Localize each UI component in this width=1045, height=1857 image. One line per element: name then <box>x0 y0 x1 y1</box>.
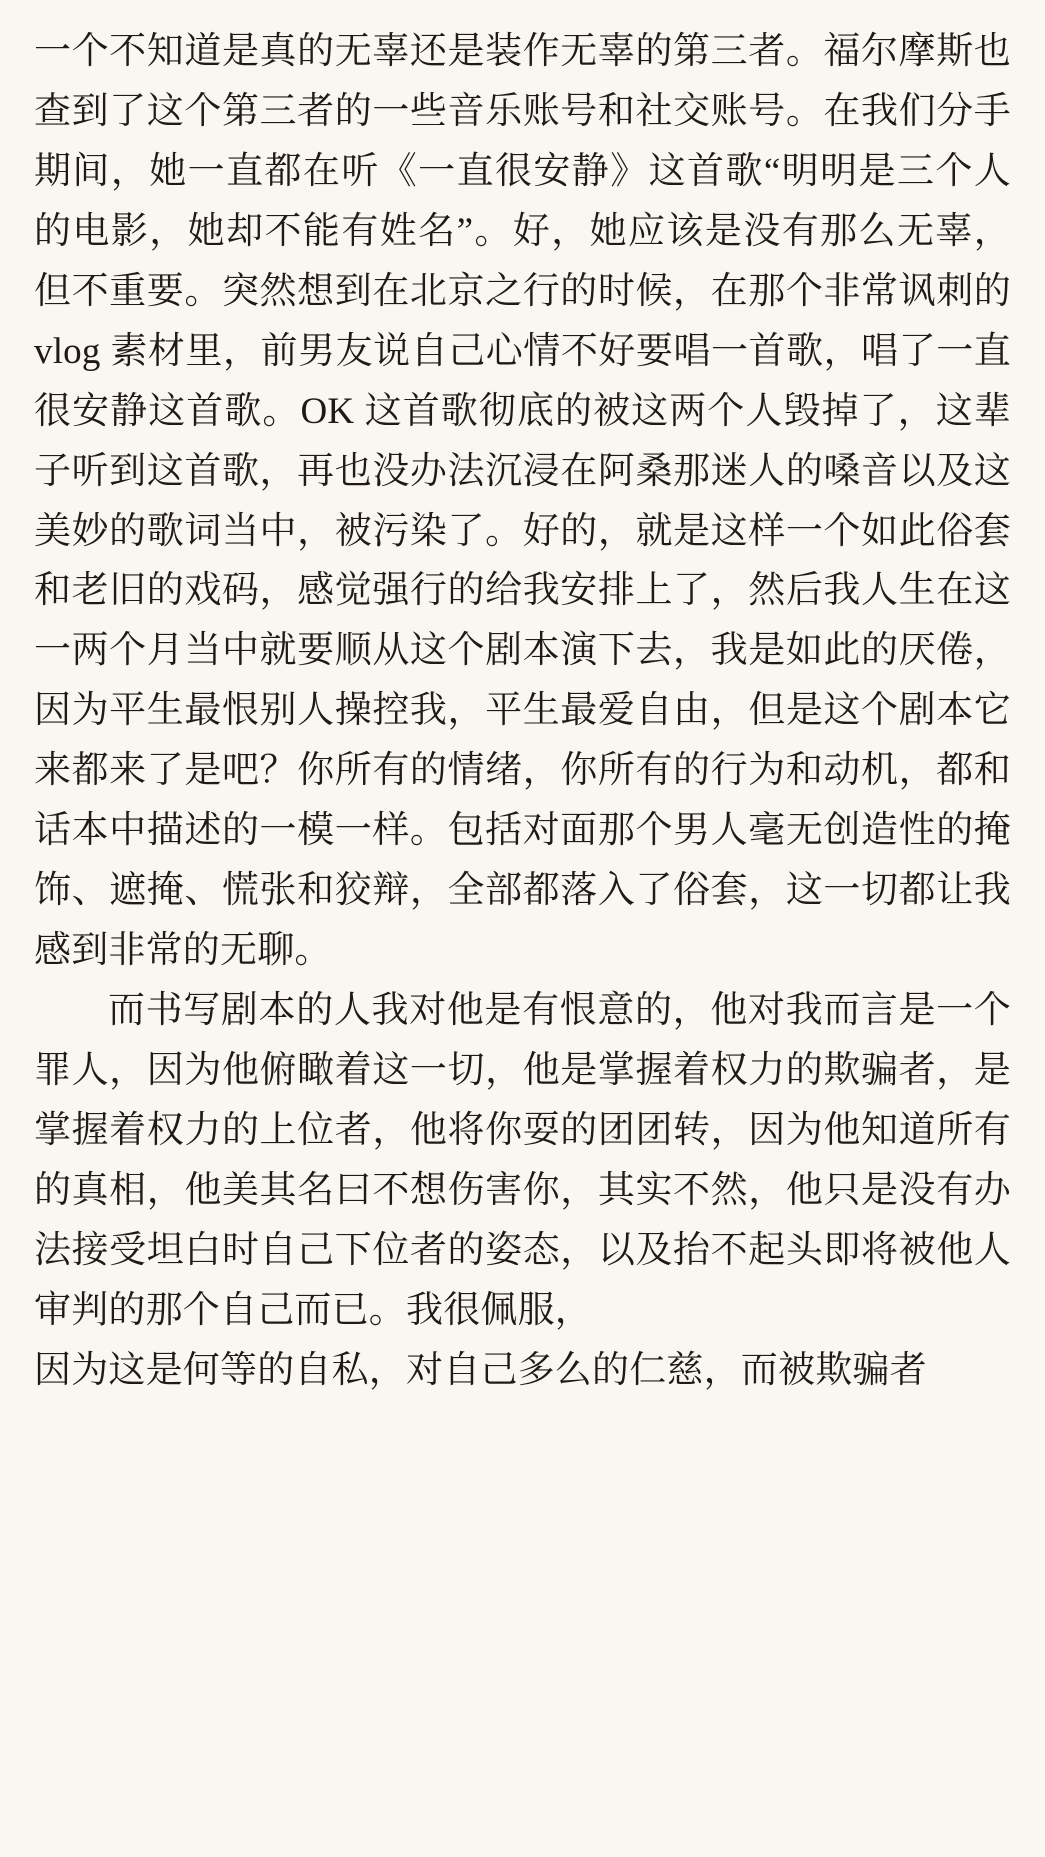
paragraph-1: 一个不知道是真的无辜还是装作无辜的第三者。福尔摩斯也查到了这个第三者的一些音乐账号和社交账号。在我们分手期间，她一直都在听《一直很安静》这首歌“明明是三个人的电影，她却不能有姓名”。好，她应该是没有那么无辜，但不重要。突然想到在北京之行的时候，在那个非常讽刺的 vlog 素材里，前男友说自己心情不好要唱一首歌，唱了一直很安静这首歌。OK 这首歌彻底的被这两个人毁掉了，这辈子听到这首歌，再也没办法沉浸在阿桑那迷人的嗓音以及这美妙的歌词当中，被污染了。好的，就是这样一个如此俗套和老旧的戏码，感觉强行的给我安排上了，然后我人生在这一两个月当中就要顺从这个剧本演下去，我是如此的厌倦，因为平生最恨别人操控我，平生最爱自由，但是这个剧本它来都来了是吧？你所有的情绪，你所有的行为和动机，都和话本中描述的一模一样。包括对面那个男人毫无创造性的掩饰、遮掩、慌张和狡辩，全部都落入了俗套，这一切都让我感到非常的无聊。 <box>34 31 1011 972</box>
paragraph-3-clipped: 因为这是何等的自私，对自己多么的仁慈，而被欺骗者 <box>34 1349 927 1391</box>
paragraph-2: 而书写剧本的人我对他是有恨意的，他对我而言是一个罪人，因为他俯瞰着这一切，他是掌握着权力的欺骗者，是掌握着权力的上位者，他将你耍的团团转，因为他知道所有的真相，他美其名曰不想伤害你，其实不然，他只是没有办法接受坦白时自己下位者的姿态，以及抬不起头即将被他人审判的那个自己而已。我很佩服， <box>34 990 1011 1331</box>
document-body <box>34 22 1011 1401</box>
